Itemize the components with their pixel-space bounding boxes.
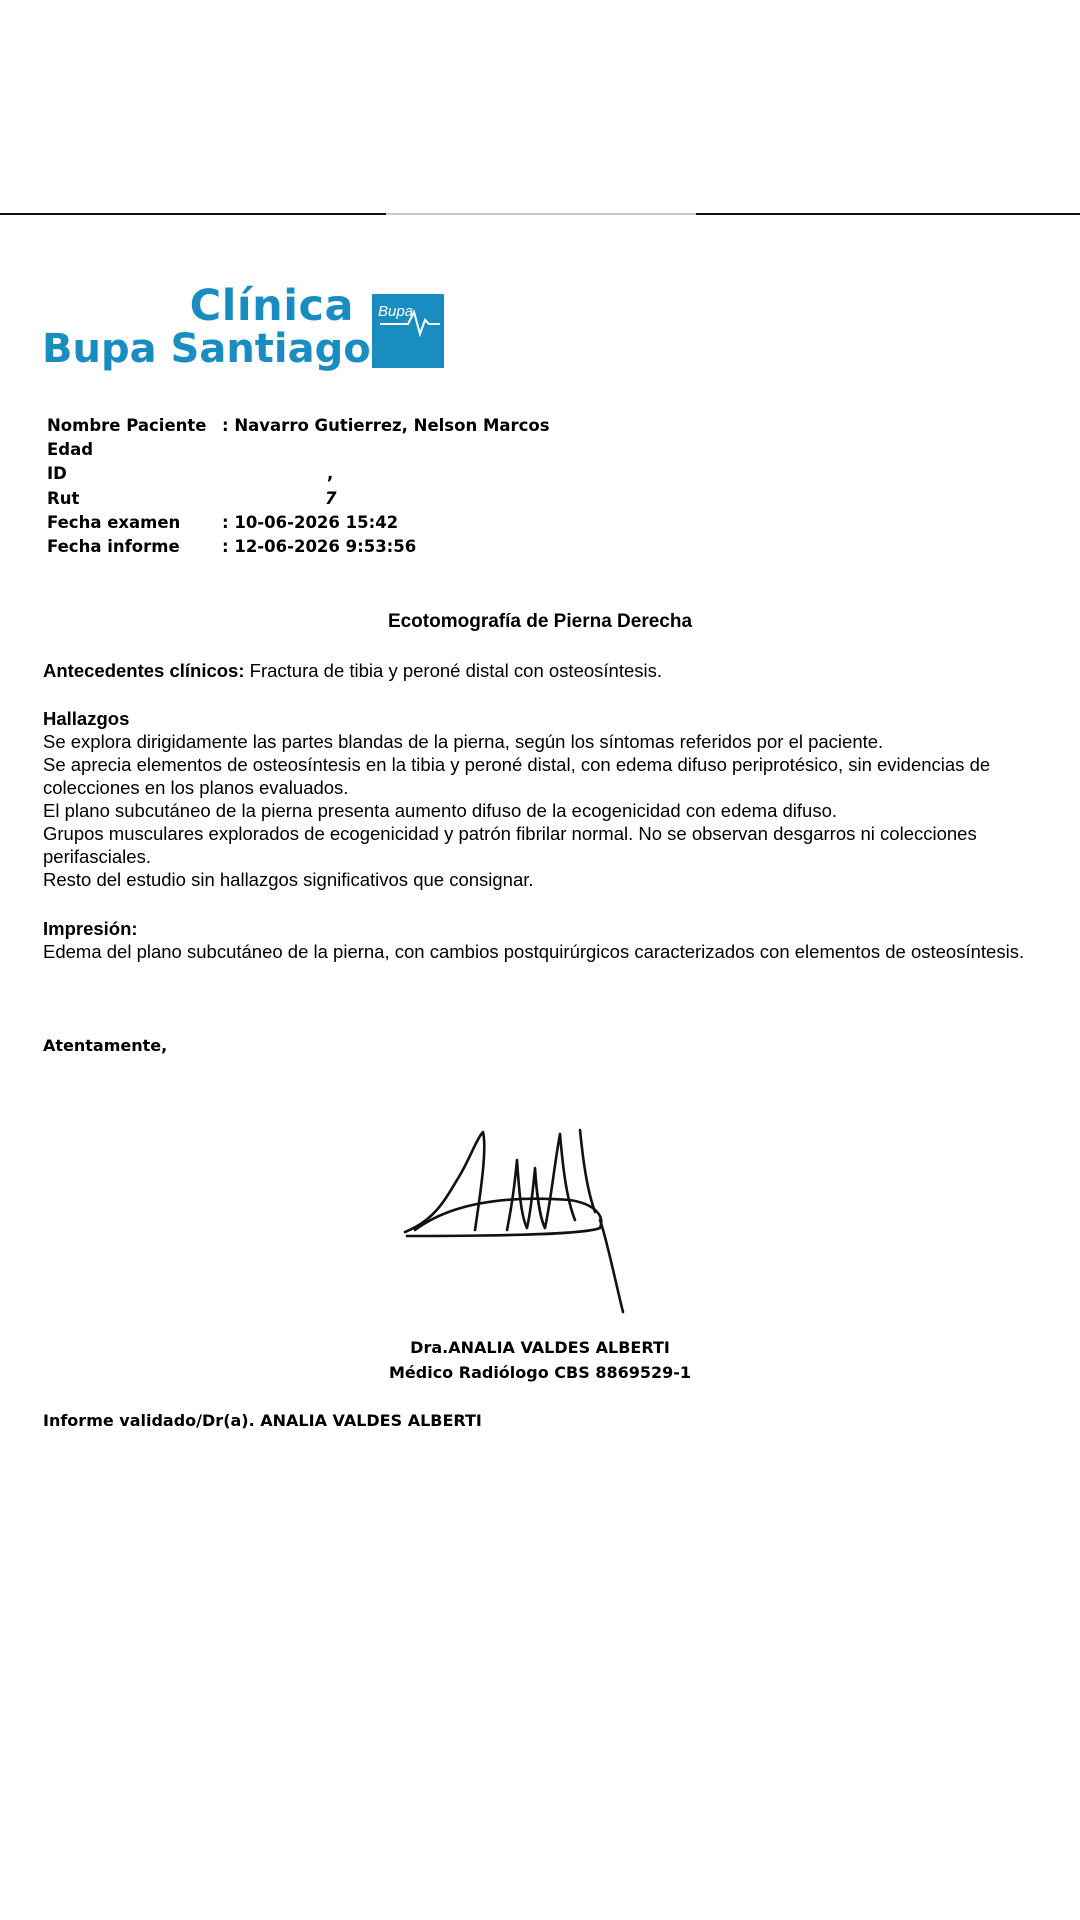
label-nombre: Nombre Paciente xyxy=(47,416,207,435)
value-nombre: : Navarro Gutierrez, Nelson Marcos xyxy=(222,416,550,435)
badge-text: Bupa xyxy=(378,303,414,320)
label-edad: Edad xyxy=(47,440,94,460)
doctor-name: Dra.ANALIA VALDES ALBERTI xyxy=(410,1338,670,1357)
antecedentes-section xyxy=(43,659,1043,682)
closing-atentamente: Atentamente, xyxy=(43,1036,168,1055)
bupa-badge-icon xyxy=(372,294,444,368)
top-divider-left xyxy=(0,213,386,215)
hallazgos-line: Se aprecia elementos de osteosíntesis en la tibia y peroné distal, con edema difuso periprotésico, sin evidencias de colecciones en los planos evaluados. xyxy=(43,754,991,798)
label-fecha-informe: Fecha informe xyxy=(47,536,180,556)
impresion-text: Edema del plano subcutáneo de la pierna, con cambios postquirúrgicos caracterizados con elementos de osteosíntesis. xyxy=(43,941,1025,962)
doctor-title: Médico Radiólogo CBS 8869529-1 xyxy=(388,1363,692,1382)
clinic-logo xyxy=(42,281,452,372)
impresion-heading: Impresión: xyxy=(43,918,138,939)
hallazgos-line: Resto del estudio sin hallazgos significativos que consignar. xyxy=(43,869,534,890)
hallazgos-line: Grupos musculares explorados de ecogenicidad y patrón fibrilar normal. No se observan desgarros ni colecciones perifasciales. xyxy=(43,823,977,867)
label-rut: Rut xyxy=(47,488,80,508)
logo-line1: Clínica xyxy=(189,281,354,331)
value-id: , xyxy=(327,464,334,484)
signature-image xyxy=(395,1120,650,1320)
validation-line: Informe validado/Dr(a). ANALIA VALDES ALBERTI xyxy=(43,1411,482,1430)
label-fecha-examen: Fecha examen xyxy=(47,512,181,532)
hallazgos-section xyxy=(43,707,1043,891)
antecedentes-text: Fractura de tibia y peroné distal con osteosíntesis. xyxy=(244,660,663,681)
top-divider-right xyxy=(696,213,1080,215)
hallazgos-line: El plano subcutáneo de la pierna presenta aumento difuso de la ecogenicidad con edema difuso. xyxy=(43,800,838,821)
impresion-section xyxy=(43,917,1043,963)
label-id: ID xyxy=(47,464,67,484)
hallazgos-line: Se explora dirigidamente las partes blandas de la pierna, según los síntomas referidos por el paciente. xyxy=(43,731,884,752)
value-fecha-examen: : 10-06-2026 15:42 xyxy=(222,512,399,532)
hallazgos-heading: Hallazgos xyxy=(43,708,130,729)
report-title: Ecotomografía de Pierna Derecha xyxy=(387,611,693,632)
antecedentes-label: Antecedentes clínicos: xyxy=(43,660,245,681)
value-rut: 7 xyxy=(325,488,337,508)
top-divider-middle xyxy=(386,213,696,215)
value-fecha-informe: : 12-06-2026 9:53:56 xyxy=(222,536,417,556)
logo-line2: Bupa Santiago xyxy=(42,326,371,372)
